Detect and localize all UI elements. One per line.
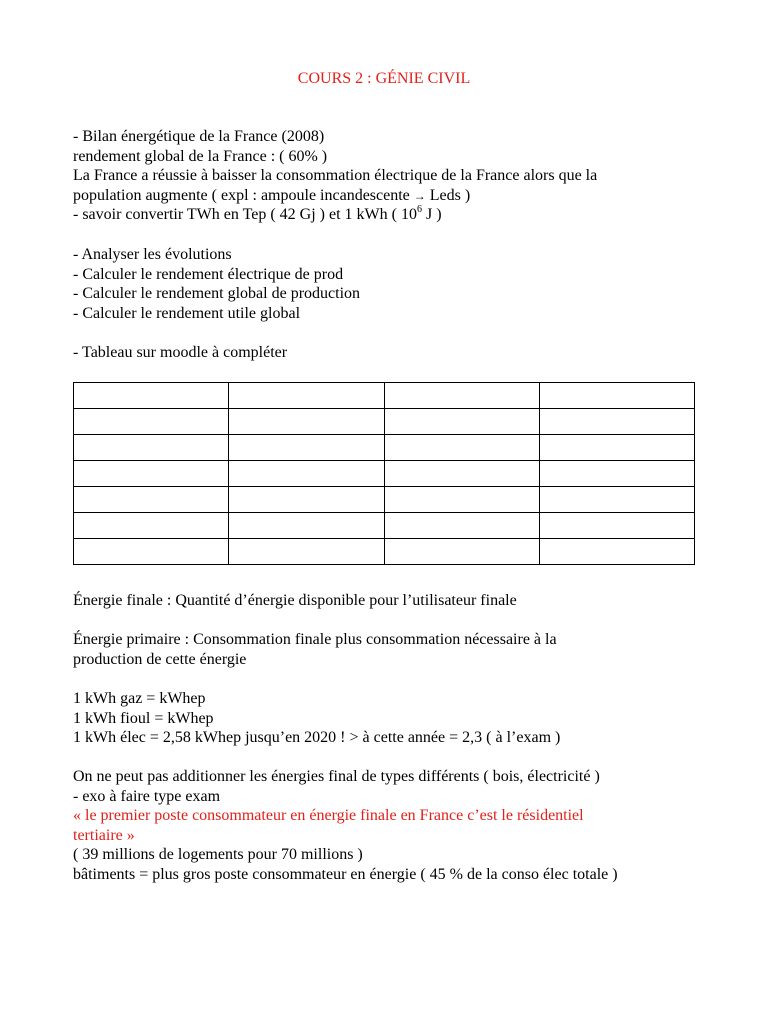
table-row bbox=[74, 409, 695, 435]
table-cell bbox=[229, 461, 384, 487]
table-cell bbox=[539, 513, 694, 539]
exponent: 6 bbox=[416, 204, 422, 216]
closing-exo: - exo à faire type exam bbox=[73, 787, 221, 805]
table-intro-text: - Tableau sur moodle à compléter bbox=[73, 344, 288, 361]
intro-line-population bbox=[73, 186, 703, 206]
table-intro bbox=[73, 343, 703, 363]
table-row bbox=[74, 435, 695, 461]
conversion-text-end: J ) bbox=[421, 206, 442, 224]
table-cell bbox=[384, 409, 539, 435]
table-cell bbox=[384, 487, 539, 513]
table-body bbox=[74, 383, 695, 565]
table-row bbox=[74, 461, 695, 487]
right-arrow-icon: → bbox=[413, 188, 426, 203]
table-row bbox=[74, 539, 695, 565]
table-cell bbox=[229, 409, 384, 435]
closing-quote-line-1: « le premier poste consommateur en énergie finale en France c’est le résidentiel bbox=[73, 807, 584, 825]
closing-batiments: bâtiments = plus gros poste consommateur en énergie ( 45 % de la conso élec totale ) bbox=[73, 865, 618, 883]
definition-finale-text: Énergie finale : Quantité d’énergie disponible pour l’utilisateur finale bbox=[73, 592, 517, 609]
definition-primaire-line-1: Énergie primaire : Consommation finale plus consommation nécessaire à la bbox=[73, 631, 557, 648]
conversion-text: - savoir convertir TWh en Tep ( 42 Gj ) et 1 kWh ( 10 bbox=[73, 206, 417, 224]
table-cell bbox=[384, 383, 539, 409]
intro-line-bilan: - Bilan énergétique de la France (2008) bbox=[73, 128, 325, 145]
table-cell bbox=[539, 461, 694, 487]
table-cell bbox=[539, 487, 694, 513]
task-item: - Calculer le rendement utile global bbox=[73, 304, 301, 322]
tasks-section bbox=[73, 245, 703, 323]
empty-table bbox=[73, 382, 695, 565]
closing-logements: ( 39 millions de logements pour 70 millions ) bbox=[73, 846, 363, 864]
table-cell bbox=[74, 461, 229, 487]
table-cell bbox=[74, 513, 229, 539]
conversion-elec: 1 kWh élec = 2,58 kWhep jusqu’en 2020 ! > à cette année = 2,3 ( à l’exam ) bbox=[73, 729, 561, 747]
table-cell bbox=[539, 383, 694, 409]
table-cell bbox=[539, 539, 694, 565]
closing-quote-line-2: tertiaire » bbox=[73, 826, 135, 844]
intro-section bbox=[73, 127, 703, 225]
table-cell bbox=[229, 513, 384, 539]
intro-line-conversion bbox=[73, 205, 703, 225]
table-cell bbox=[384, 461, 539, 487]
table-cell bbox=[229, 539, 384, 565]
intro-line-consommation: La France a réussie à baisser la consommation électrique de la France alors que la bbox=[73, 167, 598, 185]
task-item: - Calculer le rendement électrique de prod bbox=[73, 265, 344, 283]
table-cell bbox=[229, 435, 384, 461]
table-cell bbox=[229, 487, 384, 513]
table-row bbox=[74, 513, 695, 539]
table-cell bbox=[229, 383, 384, 409]
population-text-end: Leds ) bbox=[425, 186, 471, 204]
conversion-fioul: 1 kWh fioul = kWhep bbox=[73, 709, 214, 727]
table-cell bbox=[384, 435, 539, 461]
table-cell bbox=[539, 409, 694, 435]
conversions-section bbox=[73, 689, 703, 748]
table-row bbox=[74, 487, 695, 513]
task-item: - Calculer le rendement global de production bbox=[73, 285, 361, 303]
conversion-gaz: 1 kWh gaz = kWhep bbox=[73, 690, 206, 707]
table-cell bbox=[539, 435, 694, 461]
document-title: COURS 2 : GÉNIE CIVIL bbox=[297, 70, 471, 87]
definition-primaire bbox=[73, 630, 703, 669]
table-row bbox=[74, 383, 695, 409]
definition-finale bbox=[73, 591, 703, 611]
task-item: - Analyser les évolutions bbox=[73, 246, 232, 263]
table-cell bbox=[74, 409, 229, 435]
table-cell bbox=[74, 487, 229, 513]
closing-additionner: On ne peut pas additionner les énergies final de types différents ( bois, électricité ) bbox=[73, 768, 600, 785]
table-cell bbox=[74, 383, 229, 409]
population-text: population augmente ( expl : ampoule incandescente bbox=[73, 186, 414, 204]
definition-primaire-line-2: production de cette énergie bbox=[73, 650, 247, 668]
table-cell bbox=[384, 513, 539, 539]
intro-line-rendement: rendement global de la France : ( 60% ) bbox=[73, 147, 328, 165]
table-cell bbox=[74, 435, 229, 461]
table-cell bbox=[74, 539, 229, 565]
table-cell bbox=[384, 539, 539, 565]
closing-section bbox=[73, 767, 703, 885]
